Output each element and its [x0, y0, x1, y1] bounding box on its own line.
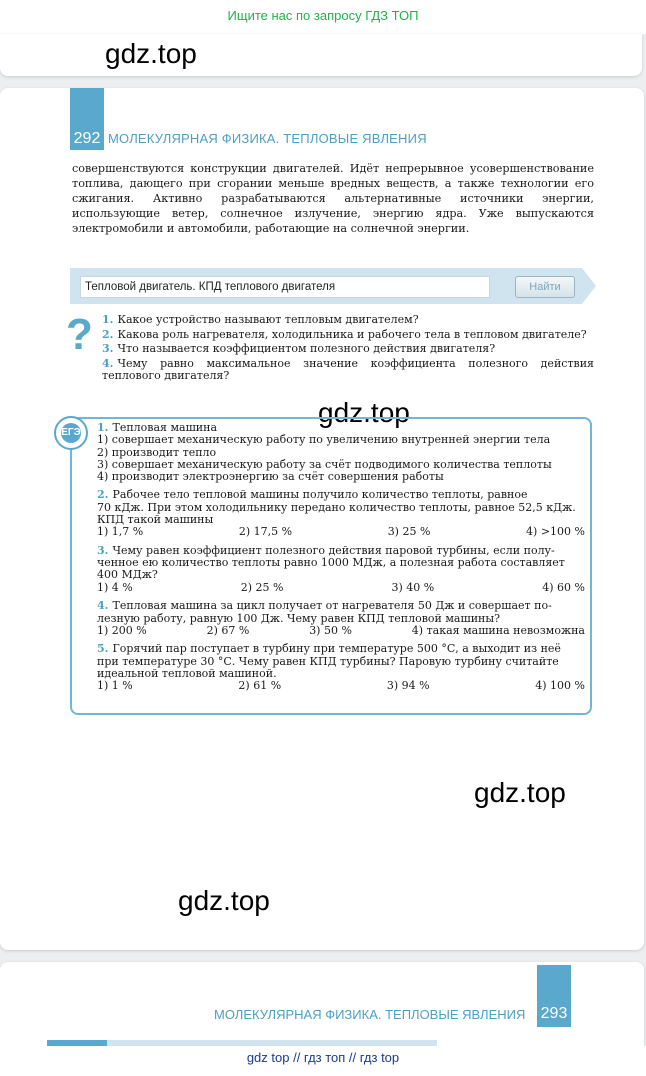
watermark-text: gdz.top	[105, 38, 197, 69]
watermark-text: gdz.top	[178, 885, 270, 916]
test-2: 2. Рабочее тело тепловой машины получило количество теплоты, равное 70 кДж. При этом холодильнику передано количество теплоты, равное 52,5 кДж. КПД такой машины 1) 1,7 % 2) 17,5 % 3) 25 % 4) >100 %	[97, 488, 585, 539]
answer-options: 1) 200 % 2) 67 % 3) 50 % 4) такая машина невозможна	[97, 623, 585, 637]
watermark-text: gdz.top	[318, 397, 410, 428]
page-number: 293	[537, 965, 571, 1027]
test-5: 5. Горячий пар поступает в турбину при температуре 500 °С, а выходит из неё при температуре 30 °С. Чему равен КПД турбины? Паровую турбину считайте идеальной тепловой машиной. 1) 1 % 2) 61 % 3) 94 % 4) 100 %	[97, 642, 585, 693]
watermark-text: gdz.top	[474, 777, 566, 808]
question-mark-icon: ?	[66, 310, 93, 359]
list-item: 2. Какова роль нагревателя, холодильника и рабочего тела в тепловом двигателе?	[102, 327, 587, 341]
search-input[interactable]: Тепловой двигатель. КПД теплового двигателя	[80, 276, 490, 298]
bottom-links[interactable]: gdz top // гдз топ // гдз top	[0, 1046, 646, 1076]
test-4: 4. Тепловая машина за цикл получает от нагревателя 50 Дж и совершает по- лезную работу, равную 100 Дж. Чему равен КПД тепловой машины? 1) 200 % 2) 67 % 3) 50 % 4) такая машина невозможна	[97, 599, 585, 637]
answer-options: 1) 1 % 2) 61 % 3) 94 % 4) 100 %	[97, 679, 585, 693]
review-questions	[102, 314, 594, 385]
ege-badge-icon: ЕГЭ	[54, 416, 88, 450]
watermark-card	[0, 34, 642, 76]
answer-options: 1) 4 % 2) 25 % 3) 40 % 4) 60 %	[97, 580, 585, 594]
test-questions	[97, 422, 585, 699]
search-bar-arrow	[582, 268, 596, 304]
chapter-title: МОЛЕКУЛЯРНАЯ ФИЗИКА. ТЕПЛОВЫЕ ЯВЛЕНИЯ	[108, 131, 427, 146]
page-number: 292	[70, 88, 104, 150]
body-paragraph: совершенствуются конструкции двигателей. Идёт непрерывное усовершенствование топлива, дающего при сгорании меньше вредных веществ, а также технологии его сжигания. Активно разрабатываются альтернативные источники энергии, использующие ветер, солнечное излучение, энергию ядра. Уже выпускаются электромобили и автомобили, работающие на солнечной энергии.	[72, 162, 594, 235]
test-1: 1. Тепловая машина 1) совершает механическую работу по увеличению внутренней энергии тела 2) производит тепло 3) совершает механическую работу за счёт подводимого количества теплоты 4) производит электроэнергию за счёт совершения работы	[97, 421, 552, 484]
search-button[interactable]: Найти	[515, 276, 575, 298]
test-3: 3. Чему равен коэффициент полезного действия паровой турбины, если полу- ченное ею количество теплоты равно 1000 МДж, а полезная работа составляет 400 МДж? 1) 4 % 2) 25 % 3) 40 % 4) 60 %	[97, 543, 585, 594]
top-banner[interactable]: Ищите нас по запросу ГДЗ ТОП	[0, 0, 646, 34]
textbook-page-292	[0, 88, 644, 950]
answer-options: 1) 1,7 % 2) 17,5 % 3) 25 % 4) >100 %	[97, 525, 585, 539]
list-item: 4. Чему равно максимальное значение коэффициента полезного действия теплового двигателя?	[102, 356, 594, 382]
chapter-title: МОЛЕКУЛЯРНАЯ ФИЗИКА. ТЕПЛОВЫЕ ЯВЛЕНИЯ	[214, 1007, 526, 1022]
list-item: 3. Что называется коэффициентом полезного действия двигателя?	[102, 342, 496, 355]
list-item: 1. Какое устройство называют тепловым двигателем?	[102, 313, 419, 326]
textbook-page-293	[0, 962, 644, 1046]
